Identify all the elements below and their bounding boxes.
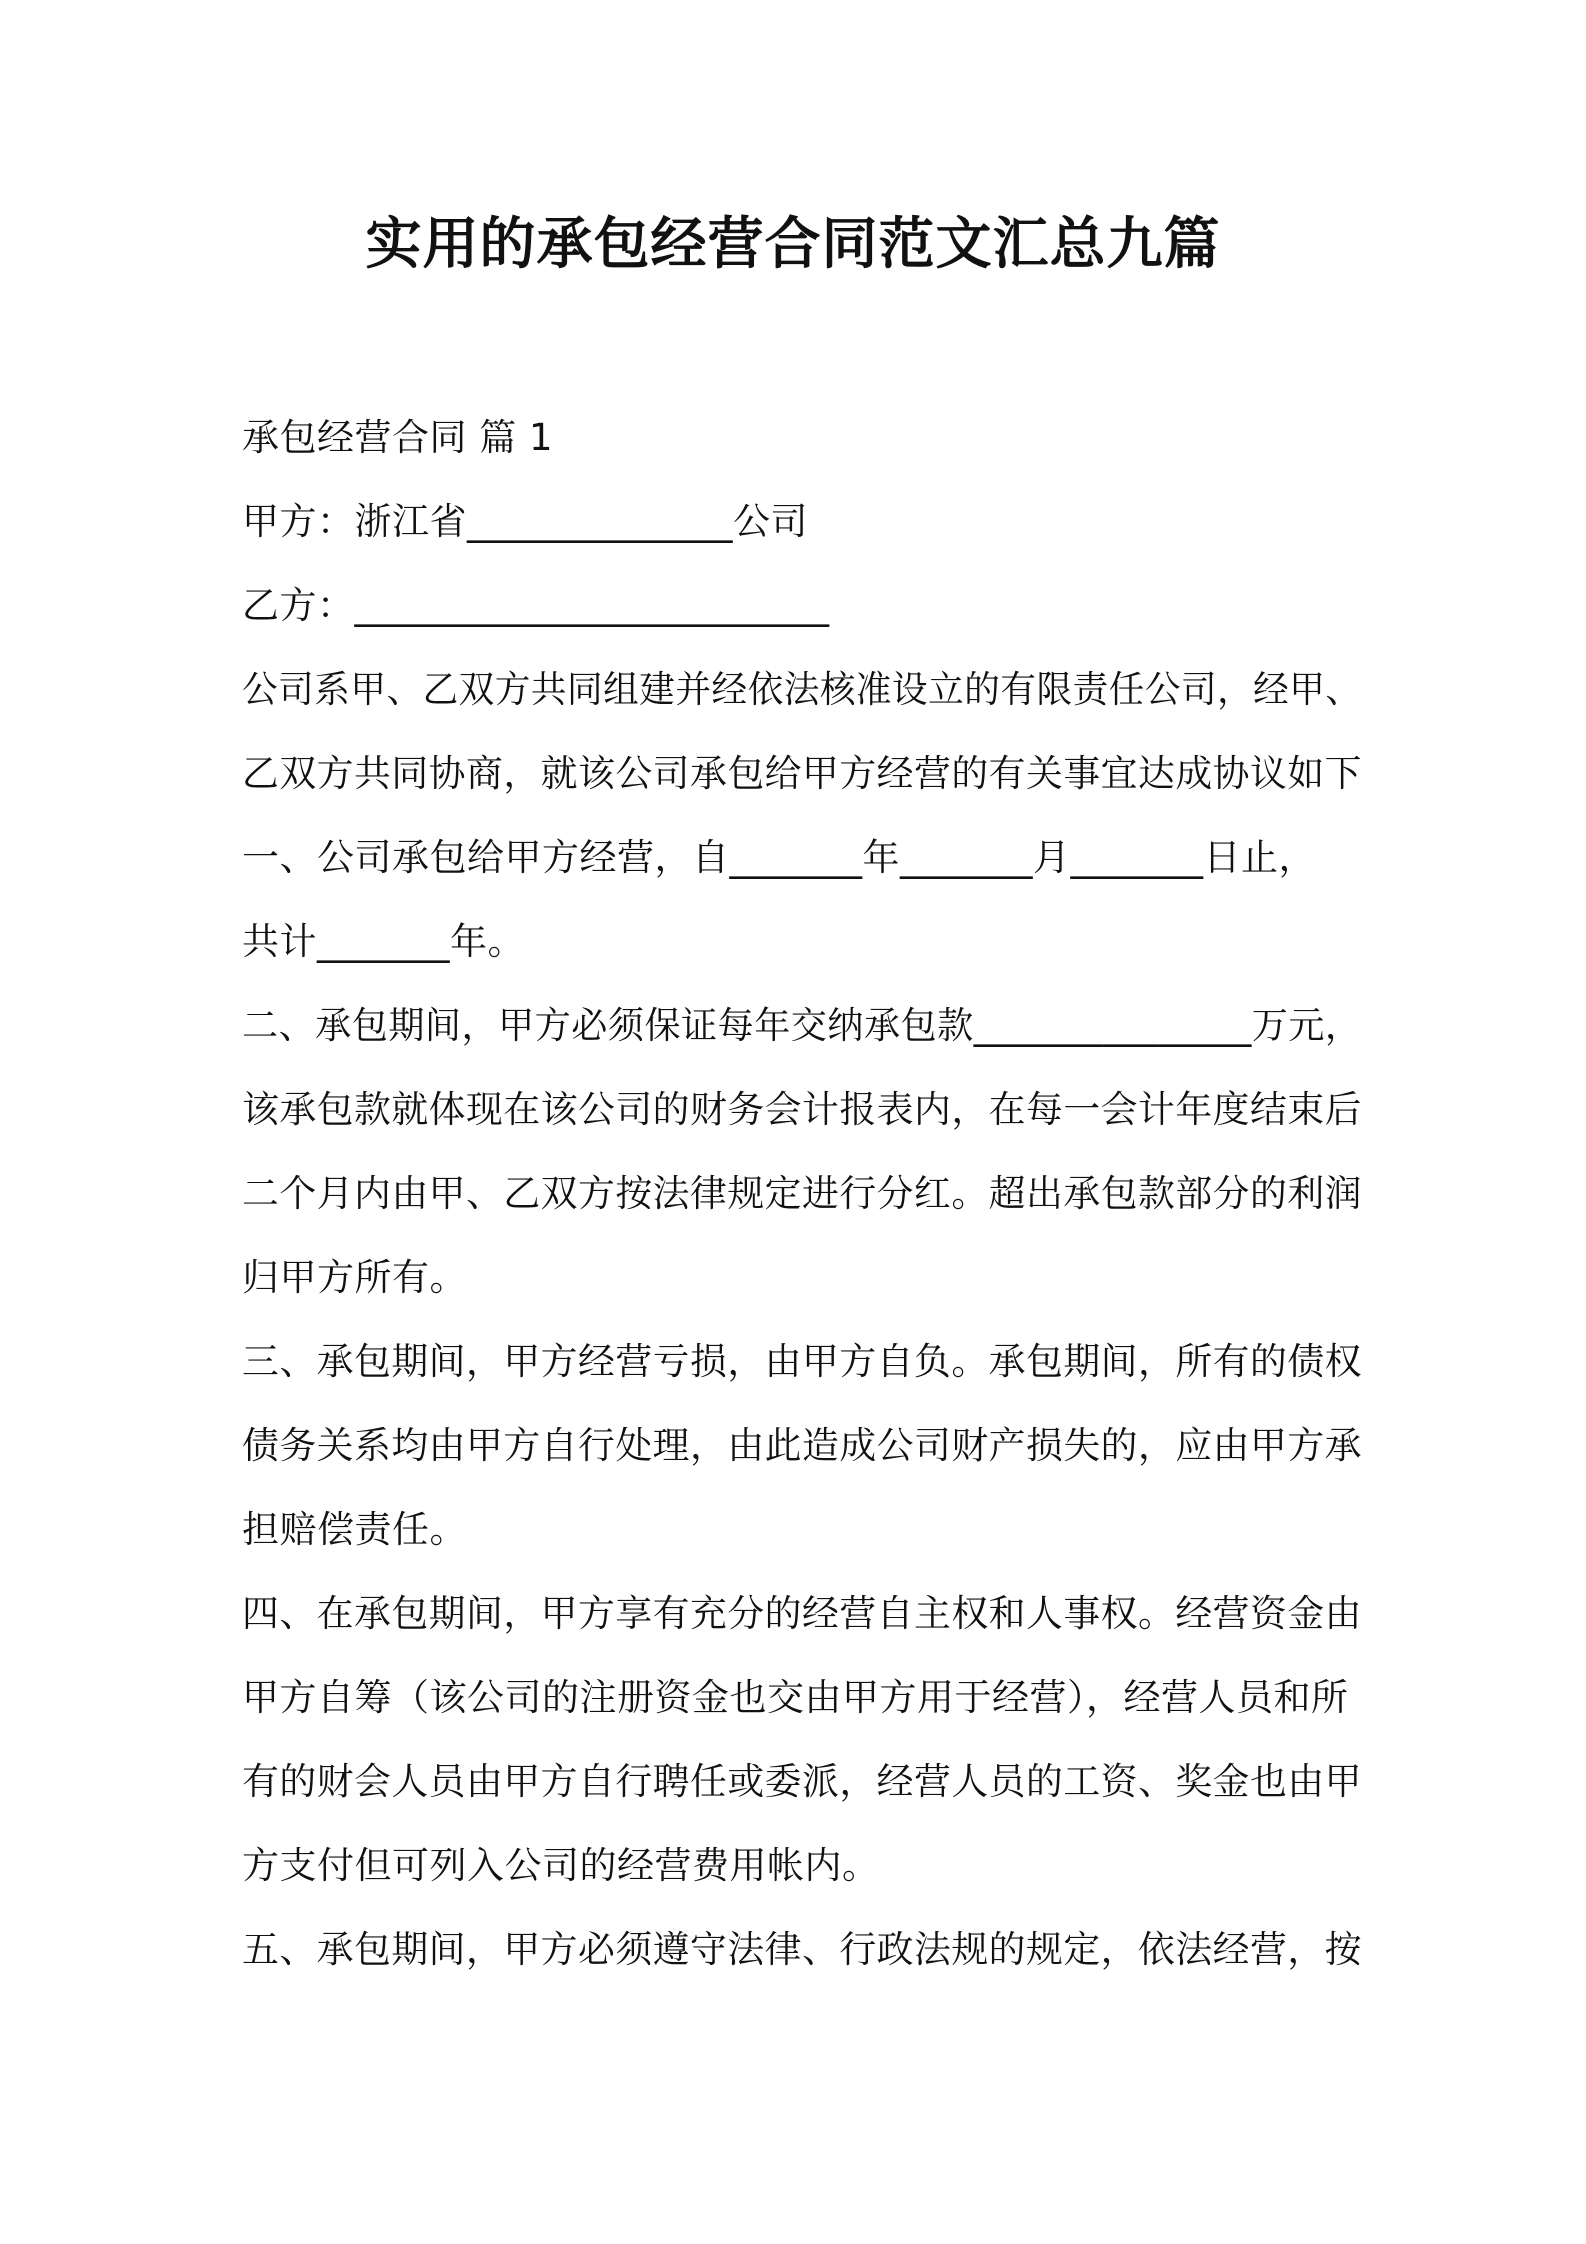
paragraph-line: 五、承包期间，甲方必须遵守法律、行政法规的规定，依法经营，按 <box>242 1928 1362 1971</box>
party-a-line: 甲方：浙江省______________公司 <box>242 500 808 543</box>
paragraph-line: 甲方自筹（该公司的注册资金也交由甲方用于经营），经营人员和所 <box>242 1676 1349 1719</box>
document-title: 实用的承包经营合同范文汇总九篇 <box>365 212 1221 277</box>
paragraph-line: 债务关系均由甲方自行处理，由此造成公司财产损失的，应由甲方承 <box>242 1424 1362 1467</box>
paragraph-line: 乙双方共同协商，就该公司承包给甲方经营的有关事宜达成协议如下 <box>242 752 1362 795</box>
paragraph-line: 二、承包期间，甲方必须保证每年交纳承包款_______________万元， <box>242 1004 1362 1047</box>
paragraph-line: 担赔偿责任。 <box>242 1508 467 1551</box>
party-b-line: 乙方：_________________________ <box>242 584 830 627</box>
paragraph-line: 归甲方所有。 <box>242 1256 467 1299</box>
paragraph-line: 该承包款就体现在该公司的财务会计报表内，在每一会计年度结束后 <box>242 1088 1362 1131</box>
paragraph-line: 一、公司承包给甲方经营，自_______年_______月_______日止， <box>242 836 1316 879</box>
paragraph-line: 三、承包期间，甲方经营亏损，由甲方自负。承包期间，所有的债权 <box>242 1340 1362 1383</box>
paragraph-line: 有的财会人员由甲方自行聘任或委派，经营人员的工资、奖金也由甲 <box>242 1760 1362 1803</box>
paragraph-line: 公司系甲、乙双方共同组建并经依法核准设立的有限责任公司，经甲、 <box>242 668 1362 711</box>
paragraph-line: 共计_______年。 <box>242 920 525 963</box>
section-heading: 承包经营合同 篇 1 <box>242 416 554 459</box>
paragraph-line: 四、在承包期间，甲方享有充分的经营自主权和人事权。经营资金由 <box>242 1592 1362 1635</box>
paragraph-line: 方支付但可列入公司的经营费用帐内。 <box>242 1844 880 1887</box>
paragraph-line: 二个月内由甲、乙双方按法律规定进行分红。超出承包款部分的利润 <box>242 1172 1362 1215</box>
